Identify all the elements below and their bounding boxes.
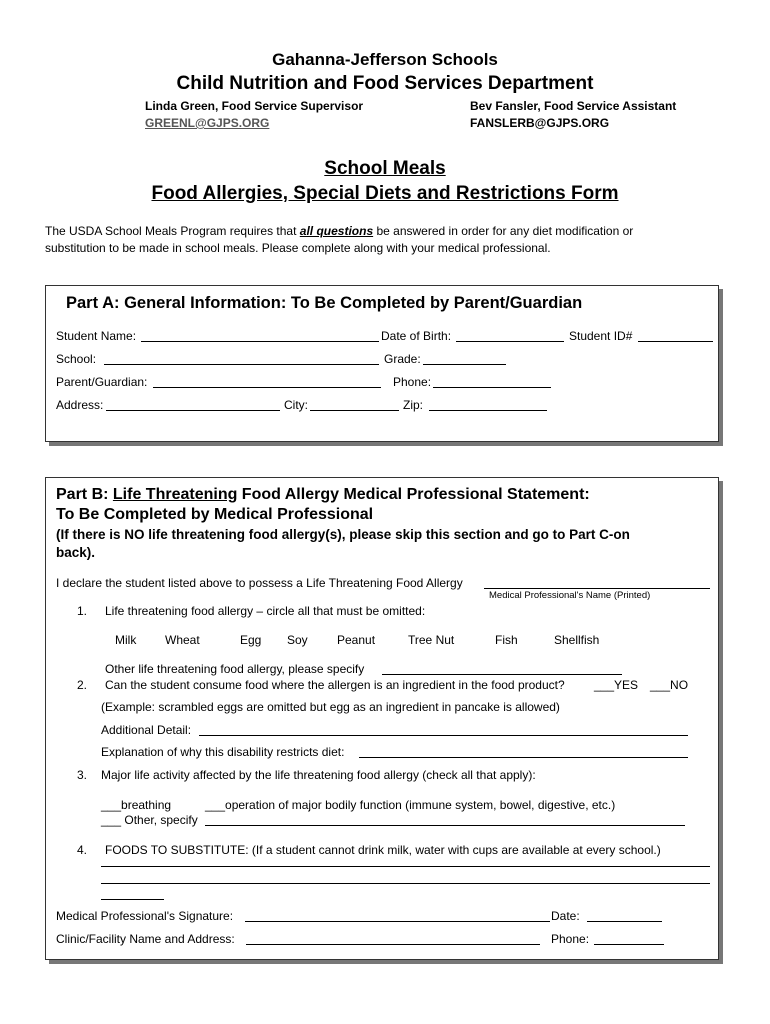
dob-field[interactable] bbox=[456, 341, 564, 342]
q2-no-option[interactable]: ___NO bbox=[650, 678, 689, 692]
form-title-line2: Food Allergies, Special Diets and Restrictions Form bbox=[151, 183, 619, 204]
supervisor-name: Linda Green, Food Service Supervisor bbox=[145, 99, 364, 113]
school-label: School: bbox=[56, 352, 97, 366]
student-id-field[interactable] bbox=[638, 341, 713, 342]
clinic-phone-field[interactable] bbox=[594, 944, 664, 945]
allergen-peanut[interactable]: Peanut bbox=[337, 633, 376, 647]
q2-number: 2. bbox=[77, 678, 88, 692]
allergen-milk[interactable]: Milk bbox=[115, 633, 137, 647]
part-b-heading: Part B: Life Threatening Food Allergy Medical Professional Statement: bbox=[56, 486, 590, 503]
address-label: Address: bbox=[56, 398, 104, 412]
substitute-line-3[interactable] bbox=[101, 899, 164, 900]
signature-field[interactable] bbox=[245, 921, 550, 922]
other-option[interactable]: ___ Other, specify bbox=[101, 813, 198, 827]
bodily-function-option[interactable]: ___operation of major bodily function (immune system, bowel, digestive, etc.) bbox=[205, 798, 616, 812]
dob-label: Date of Birth: bbox=[381, 329, 452, 343]
zip-field[interactable] bbox=[429, 410, 547, 411]
explanation-field[interactable] bbox=[359, 757, 688, 758]
form-title-line1: School Meals bbox=[324, 158, 446, 179]
assistant-email: FANSLERB@GJPS.ORG bbox=[470, 116, 610, 130]
student-name-label: Student Name: bbox=[56, 329, 137, 343]
date-label: Date: bbox=[551, 909, 580, 923]
additional-detail-label: Additional Detail: bbox=[101, 723, 192, 737]
med-professional-name-field[interactable] bbox=[484, 588, 710, 589]
med-professional-name-caption: Medical Professional's Name (Printed) bbox=[489, 590, 651, 601]
explanation-label: Explanation of why this disability restricts diet: bbox=[101, 745, 345, 759]
clinic-field[interactable] bbox=[246, 944, 540, 945]
city-label: City: bbox=[284, 398, 308, 412]
clinic-label: Clinic/Facility Name and Address: bbox=[56, 932, 235, 946]
q2-text: Can the student consume food where the allergen is an ingredient in the food product? bbox=[105, 678, 565, 692]
part-a-heading: Part A: General Information: To Be Completed by Parent/Guardian bbox=[66, 294, 583, 312]
intro-line2: substitution to be made in school meals. Please complete along with your medical professional. bbox=[45, 241, 551, 255]
phone-field[interactable] bbox=[433, 387, 551, 388]
q4-number: 4. bbox=[77, 843, 88, 857]
part-b-box bbox=[45, 477, 719, 960]
part-b-note-line2: back). bbox=[56, 545, 96, 560]
substitute-line-2[interactable] bbox=[101, 883, 710, 884]
supervisor-email-link[interactable]: GREENL@GJPS.ORG bbox=[145, 116, 270, 130]
parent-field[interactable] bbox=[153, 387, 381, 388]
other-allergy-field[interactable] bbox=[382, 674, 622, 675]
allergen-wheat[interactable]: Wheat bbox=[165, 633, 200, 647]
parent-label: Parent/Guardian: bbox=[56, 375, 148, 389]
department-name: Child Nutrition and Food Services Department bbox=[176, 73, 594, 94]
q4-text: FOODS TO SUBSTITUTE: (If a student cannot drink milk, water with cups are available at every school.) bbox=[105, 843, 661, 857]
allergen-egg[interactable]: Egg bbox=[240, 633, 262, 647]
q1-text: Life threatening food allergy – circle all that must be omitted: bbox=[105, 604, 426, 618]
q1-number: 1. bbox=[77, 604, 88, 618]
part-b-note-line1: (If there is NO life threatening food allergy(s), please skip this section and go to Part C-on bbox=[56, 527, 630, 542]
breathing-option[interactable]: ___breathing bbox=[101, 798, 172, 812]
q3-number: 3. bbox=[77, 768, 88, 782]
allergen-tree-nut[interactable]: Tree Nut bbox=[408, 633, 455, 647]
allergen-fish[interactable]: Fish bbox=[495, 633, 518, 647]
signature-label: Medical Professional's Signature: bbox=[56, 909, 234, 923]
q2-example: (Example: scrambled eggs are omitted but egg as an ingredient in pancake is allowed) bbox=[101, 700, 560, 714]
grade-field[interactable] bbox=[423, 364, 506, 365]
allergen-shellfish[interactable]: Shellfish bbox=[554, 633, 600, 647]
student-id-label: Student ID# bbox=[569, 329, 633, 343]
other-specify-field[interactable] bbox=[205, 825, 685, 826]
intro-emphasis: all questions bbox=[299, 224, 374, 238]
substitute-line-1[interactable] bbox=[101, 866, 710, 867]
city-field[interactable] bbox=[310, 410, 399, 411]
assistant-name: Bev Fansler, Food Service Assistant bbox=[470, 99, 677, 113]
zip-label: Zip: bbox=[403, 398, 424, 412]
date-field[interactable] bbox=[587, 921, 662, 922]
student-name-field[interactable] bbox=[141, 341, 379, 342]
phone-label: Phone: bbox=[393, 375, 432, 389]
q3-text: Major life activity affected by the life threatening food allergy (check all that apply): bbox=[101, 768, 536, 782]
address-field[interactable] bbox=[106, 410, 280, 411]
other-allergy-label: Other life threatening food allergy, please specify bbox=[105, 662, 365, 676]
q2-yes-option[interactable]: ___YES bbox=[594, 678, 639, 692]
additional-detail-field[interactable] bbox=[199, 735, 688, 736]
grade-label: Grade: bbox=[384, 352, 421, 366]
clinic-phone-label: Phone: bbox=[551, 932, 590, 946]
intro-line1: The USDA School Meals Program requires that all questions be answered in order for any diet modification or bbox=[45, 224, 634, 238]
school-name: Gahanna-Jefferson Schools bbox=[272, 50, 498, 69]
declare-text: I declare the student listed above to possess a Life Threatening Food Allergy bbox=[56, 576, 463, 590]
school-field[interactable] bbox=[104, 364, 379, 365]
allergen-soy[interactable]: Soy bbox=[287, 633, 308, 647]
part-b-subheading: To Be Completed by Medical Professional bbox=[56, 506, 374, 523]
